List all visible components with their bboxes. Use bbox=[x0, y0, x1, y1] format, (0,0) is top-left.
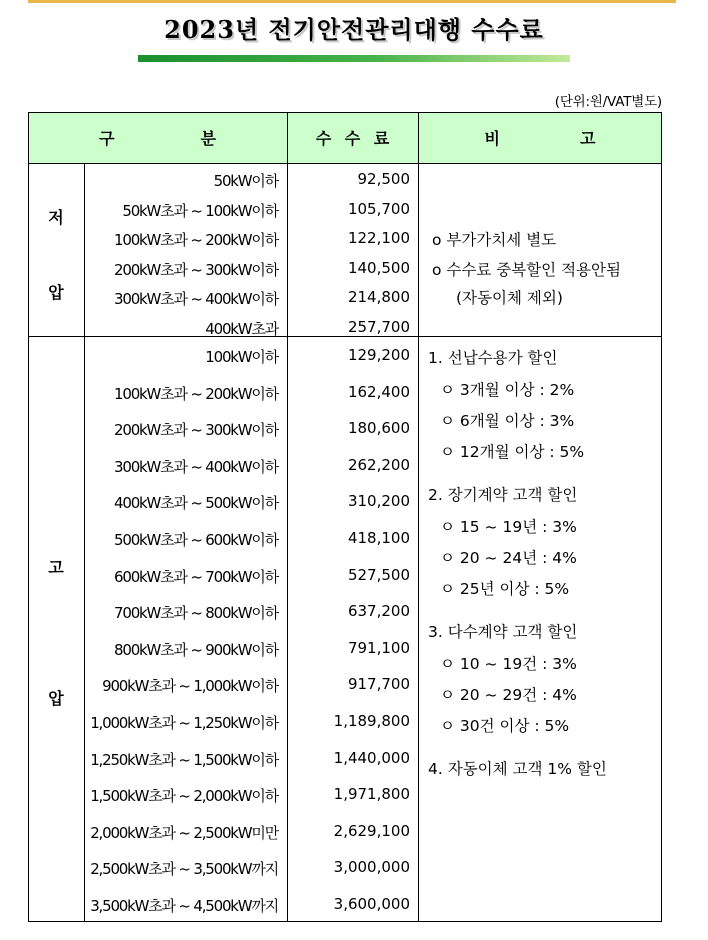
high-row-fee: 1,189,800 bbox=[333, 712, 410, 730]
discount-item: ㅇ 12개월 이상 : 5% bbox=[440, 443, 585, 461]
low-row-fee: 140,500 bbox=[347, 258, 410, 277]
high-row-range: 1,000kW초과 ~ 1,250kW이하 bbox=[90, 714, 278, 732]
high-row-fee: 2,629,100 bbox=[333, 821, 410, 840]
low-note-autopay-excluded: (자동이체 제외) bbox=[456, 289, 563, 307]
high-row-range: 1,250kW초과 ~ 1,500kW이하 bbox=[90, 750, 278, 769]
low-row-fee: 214,800 bbox=[347, 288, 410, 306]
discount-heading: 2. 장기계약 고객 할인 bbox=[428, 486, 578, 504]
discount-item: ㅇ 25년 이상 : 5% bbox=[440, 580, 570, 598]
low-row-range: 50kW이하 bbox=[213, 172, 278, 190]
high-row-range: 500kW초과 ~ 600kW이하 bbox=[114, 531, 278, 549]
low-note-vat: o 부가가치세 별도 bbox=[432, 231, 557, 249]
low-note-no-duplicate: o 수수료 중복할인 적용안됨 bbox=[432, 261, 621, 279]
high-row-fee: 418,100 bbox=[347, 529, 410, 547]
high-voltage-label-bottom: 압 bbox=[48, 689, 64, 708]
high-row-fee: 3,000,000 bbox=[333, 858, 410, 877]
header-category-char-2: 분 bbox=[200, 129, 216, 148]
discount-item: ㅇ 15 ~ 19년 : 3% bbox=[440, 518, 577, 536]
title-underline-bar bbox=[138, 55, 570, 62]
low-row-range: 50kW초과 ~ 100kW이하 bbox=[122, 201, 278, 220]
high-row-range: 800kW초과 ~ 900kW이하 bbox=[114, 640, 278, 659]
low-voltage-label-top: 저 bbox=[48, 208, 64, 227]
high-row-fee: 637,200 bbox=[347, 602, 410, 621]
divider-group-column bbox=[84, 164, 85, 922]
high-row-range: 400kW초과 ~ 500kW이하 bbox=[114, 494, 278, 513]
low-row-fee: 105,700 bbox=[347, 199, 410, 218]
high-row-fee: 1,440,000 bbox=[333, 748, 410, 767]
low-row-fee: 122,100 bbox=[347, 229, 410, 247]
discount-item: ㅇ 6개월 이상 : 3% bbox=[440, 412, 575, 430]
high-voltage-label-top: 고 bbox=[48, 558, 64, 577]
discount-item: ㅇ 20 ~ 24년 : 4% bbox=[440, 549, 577, 567]
high-row-range: 900kW초과 ~ 1,000kW이하 bbox=[102, 677, 278, 696]
low-row-fee: 92,500 bbox=[357, 170, 410, 188]
high-row-fee: 129,200 bbox=[347, 346, 410, 364]
high-row-range: 100kW이하 bbox=[205, 348, 278, 366]
discount-heading: 1. 선납수용가 할인 bbox=[428, 349, 558, 367]
low-row-range: 100kW초과 ~ 200kW이하 bbox=[114, 231, 278, 249]
header-category-char-1: 구 bbox=[99, 129, 115, 148]
high-row-range: 100kW초과 ~ 200kW이하 bbox=[114, 384, 278, 403]
low-row-fee: 257,700 bbox=[347, 317, 410, 336]
page-title: 2023년 전기안전관리대행 수수료 bbox=[164, 15, 544, 44]
high-row-fee: 917,700 bbox=[347, 675, 410, 694]
high-row-fee: 262,200 bbox=[347, 455, 410, 474]
high-row-range: 1,500kW초과 ~ 2,000kW이하 bbox=[90, 787, 278, 806]
header-remarks-char-2: 고 bbox=[580, 129, 596, 148]
discount-heading: 3. 다수계약 고객 할인 bbox=[428, 623, 578, 641]
discount-item: ㅇ 10 ~ 19건 : 3% bbox=[440, 655, 577, 673]
top-accent-line bbox=[28, 0, 676, 3]
low-row-range: 400kW초과 bbox=[205, 319, 278, 338]
high-row-fee: 180,600 bbox=[347, 419, 410, 438]
header-fee-label: 수 수 료 bbox=[315, 129, 390, 148]
high-row-range: 200kW초과 ~ 300kW이하 bbox=[114, 421, 278, 440]
high-row-fee: 310,200 bbox=[347, 492, 410, 511]
high-row-range: 2,000kW초과 ~ 2,500kW미만 bbox=[90, 823, 278, 842]
high-row-range: 3,500kW초과 ~ 4,500kW까지 bbox=[90, 897, 278, 915]
high-row-fee: 791,100 bbox=[347, 638, 410, 657]
unit-note: (단위:원/VAT별도) bbox=[554, 94, 662, 110]
header-remarks-char-1: 비 bbox=[484, 129, 500, 148]
high-row-fee: 527,500 bbox=[347, 565, 410, 584]
high-row-fee: 1,971,800 bbox=[333, 785, 410, 804]
low-row-range: 300kW초과 ~ 400kW이하 bbox=[114, 290, 278, 308]
high-row-range: 700kW초과 ~ 800kW이하 bbox=[114, 604, 278, 623]
discount-heading: 4. 자동이체 고객 1% 할인 bbox=[428, 760, 607, 778]
discount-item: ㅇ 20 ~ 29건 : 4% bbox=[440, 686, 577, 704]
low-voltage-label-bottom: 압 bbox=[48, 283, 64, 302]
divider-category-fee bbox=[287, 112, 288, 922]
high-row-range: 2,500kW초과 ~ 3,500kW까지 bbox=[90, 860, 278, 879]
discount-item: ㅇ 30건 이상 : 5% bbox=[440, 717, 570, 735]
high-row-fee: 162,400 bbox=[347, 382, 410, 401]
high-row-range: 300kW초과 ~ 400kW이하 bbox=[114, 457, 278, 476]
low-row-range: 200kW초과 ~ 300kW이하 bbox=[114, 260, 278, 279]
discount-item: ㅇ 3개월 이상 : 2% bbox=[440, 381, 575, 399]
high-row-range: 600kW초과 ~ 700kW이하 bbox=[114, 567, 278, 586]
divider-fee-remarks bbox=[418, 112, 419, 922]
high-row-fee: 3,600,000 bbox=[333, 895, 410, 913]
